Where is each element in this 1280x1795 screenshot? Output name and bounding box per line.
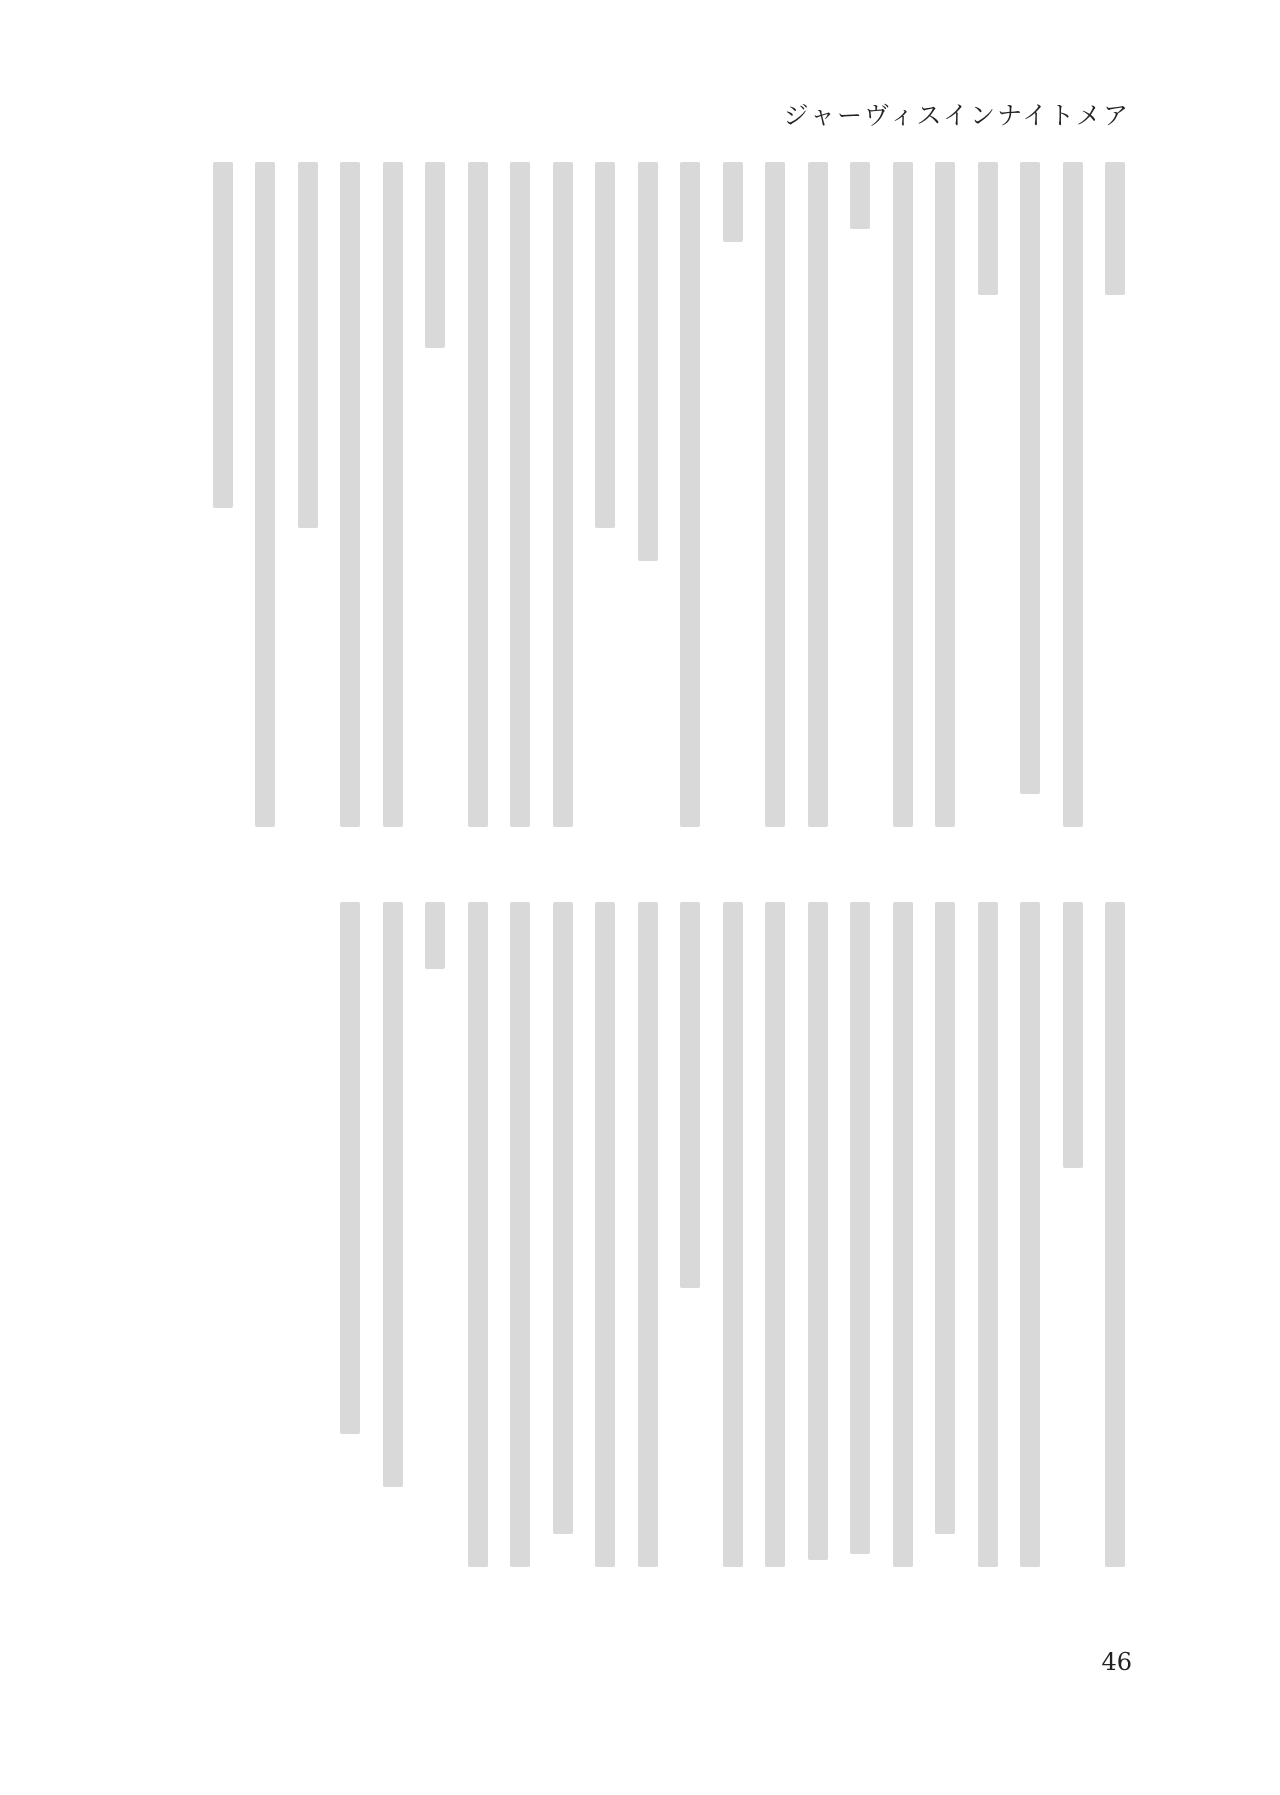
redacted-text-column: [978, 162, 998, 295]
redacted-text-column: [638, 162, 658, 561]
redacted-text-column: [510, 162, 530, 827]
redacted-text-column: [723, 162, 743, 242]
redacted-text-column: [340, 162, 360, 827]
redacted-text-column: [468, 902, 488, 1567]
redacted-text-column: [595, 902, 615, 1567]
redacted-text-column: [935, 162, 955, 827]
redacted-text-column: [638, 902, 658, 1567]
redacted-text-column: [425, 902, 445, 969]
redacted-text-column: [1020, 902, 1040, 1567]
redacted-text-column: [255, 162, 275, 827]
redacted-text-column: [765, 902, 785, 1567]
redacted-text-column: [808, 162, 828, 827]
redacted-text-column: [978, 902, 998, 1567]
redacted-text-column: [850, 902, 870, 1554]
redacted-text-column: [893, 162, 913, 827]
running-header: ジャーヴィスインナイトメア: [783, 101, 1130, 130]
redacted-text-column: [723, 902, 743, 1567]
redacted-text-column: [935, 902, 955, 1534]
redacted-text-column: [680, 162, 700, 827]
redacted-text-column: [808, 902, 828, 1560]
redacted-text-column: [850, 162, 870, 229]
redacted-text-column: [510, 902, 530, 1567]
redacted-text-column: [340, 902, 360, 1434]
redacted-text-column: [680, 902, 700, 1288]
redacted-text-column: [1063, 902, 1083, 1168]
redacted-text-column: [298, 162, 318, 528]
redacted-text-column: [893, 902, 913, 1567]
redacted-text-column: [1020, 162, 1040, 794]
redacted-text-column: [595, 162, 615, 528]
redacted-text-column: [383, 902, 403, 1487]
redacted-text-column: [1063, 162, 1083, 827]
redacted-text-column: [1105, 162, 1125, 295]
redacted-text-column: [383, 162, 403, 827]
page-number: 46: [1101, 1648, 1132, 1676]
redacted-text-column: [1105, 902, 1125, 1567]
redacted-text-column: [553, 902, 573, 1534]
redacted-text-column: [213, 162, 233, 508]
redacted-text-column: [468, 162, 488, 827]
redacted-text-column: [765, 162, 785, 827]
redacted-text-column: [553, 162, 573, 827]
redacted-text-column: [425, 162, 445, 348]
